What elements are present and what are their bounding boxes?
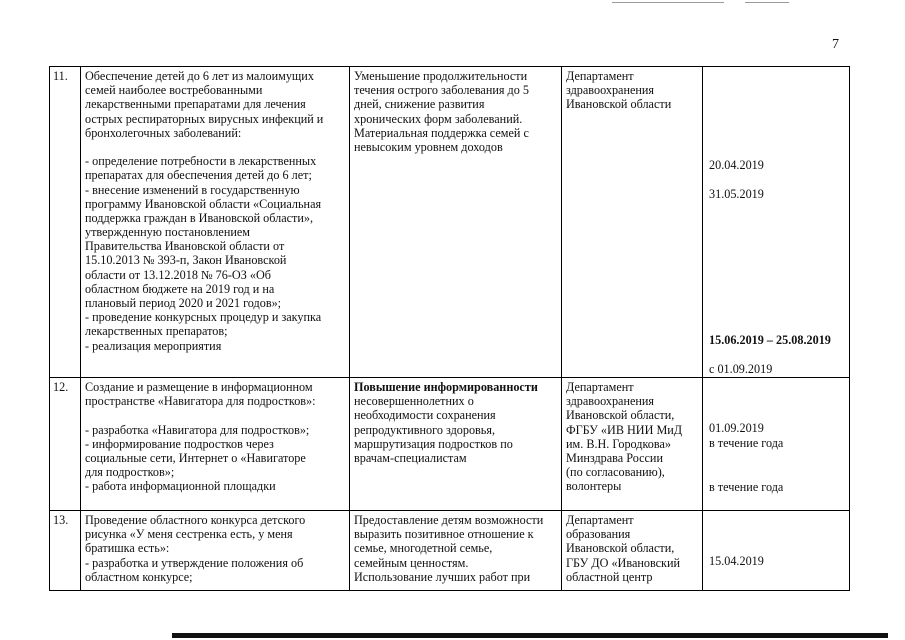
result-line: Материальная поддержка семей с [354, 125, 529, 140]
activity-line: лекарственных препаратов; [85, 324, 228, 339]
result-line: врачам-специалистам [354, 450, 467, 465]
responsible-line: Департамент [566, 380, 634, 394]
dates-cell [703, 67, 850, 378]
activity-line: острых респираторных вирусных инфекций и [85, 111, 324, 126]
activity-line [85, 140, 345, 154]
result-line: семье, многодетной семье, [354, 541, 493, 556]
activity-line: препаратах для обеспечения детей до 6 лет; [85, 168, 312, 183]
result-line: Предоставление детям возможности [354, 513, 544, 527]
date-label: с 01.09.2019 [709, 362, 773, 376]
date-label: в течение года [709, 480, 784, 494]
date-label: в течение года [709, 436, 784, 450]
date-label: 15.04.2019 [709, 554, 764, 568]
responsible-line: Ивановской области, [566, 408, 675, 423]
result-cell [350, 378, 562, 511]
date-label: 15.06.2019 – 25.08.2019 [709, 333, 831, 347]
date-label: 31.05.2019 [709, 187, 764, 201]
dates-cell [703, 511, 850, 591]
activity-line: утвержденную постановлением [85, 225, 251, 240]
responsible-line: областной центр [566, 569, 653, 584]
result-line: дней, снижение развития [354, 97, 485, 112]
result-line: невысоким уровнем доходов [354, 139, 503, 154]
row-number: 11. [50, 67, 81, 378]
activity-line: Обеспечение детей до 6 лет из малоимущих [85, 69, 314, 83]
responsible-line: Ивановской области [566, 97, 672, 112]
activity-line: - реализация мероприятия [85, 338, 222, 353]
activity-line: Правительства Ивановской области от [85, 239, 285, 254]
result-line: несовершеннолетних о [354, 394, 474, 409]
activity-line: 15.10.2013 № 393-п, Закон Ивановской [85, 253, 287, 268]
result-line: выразить позитивное отношение к [354, 527, 534, 542]
responsible-line: волонтеры [566, 479, 622, 494]
result-cell [350, 511, 562, 591]
responsible-line: им. В.Н. Городкова» [566, 436, 671, 451]
activity-line: областном бюджете на 2019 год и на [85, 281, 275, 296]
responsible-line: Департамент [566, 69, 634, 83]
activity-line: областном конкурсе; [85, 569, 193, 584]
activity-line: братишка есть»: [85, 541, 170, 556]
activity-line: семей наиболее востребованными [85, 83, 263, 98]
row-number: 12. [50, 378, 81, 511]
result-line: течения острого заболевания до 5 [354, 83, 529, 98]
responsible-line: здравоохранения [566, 394, 655, 409]
responsible-line: здравоохранения [566, 83, 655, 98]
responsible-line: образования [566, 527, 631, 542]
responsible-cell [562, 67, 703, 378]
responsible-line: Департамент [566, 513, 634, 527]
responsible-cell [562, 378, 703, 511]
result-line: Повышение информированности [354, 380, 538, 394]
scan-mark [612, 2, 724, 3]
responsible-line: ФГБУ «ИВ НИИ МиД [566, 422, 683, 437]
result-line: хронических форм заболеваний. [354, 111, 523, 126]
activity-line: лекарственными препаратами для лечения [85, 97, 306, 112]
date-label: 01.09.2019 [709, 421, 764, 435]
activity-line: - определение потребности в лекарственных [85, 154, 317, 169]
action-plan-table [49, 66, 850, 591]
page-number: 7 [832, 37, 839, 52]
date-label: 20.04.2019 [709, 158, 764, 172]
activity-line: Создание и размещение в информационном [85, 380, 313, 394]
activity-line: - информирование подростков через [85, 436, 274, 451]
result-line: маршрутизация подростков по [354, 436, 513, 451]
activity-line: - работа информационной площадки [85, 479, 276, 494]
activity-line: для подростков»; [85, 465, 175, 480]
responsible-line: Минздрава России [566, 450, 663, 465]
activity-line: рисунка «У меня сестренка есть, у меня [85, 527, 293, 542]
activity-line: - внесение изменений в государственную [85, 182, 300, 197]
responsible-line: (по согласованию), [566, 465, 665, 480]
activity-line: - разработка и утверждение положения об [85, 555, 304, 570]
activity-line: социальные сети, Интернет о «Навигаторе [85, 450, 306, 465]
table-row [50, 378, 850, 511]
table-row [50, 511, 850, 591]
activity-line: пространстве «Навигатора для подростков»: [85, 394, 316, 409]
dates-cell [703, 378, 850, 511]
activity-line: Проведение областного конкурса детского [85, 513, 306, 527]
result-line: репродуктивного здоровья, [354, 422, 496, 437]
activity-line: плановый период 2020 и 2021 годов»; [85, 296, 282, 310]
bottom-scan-bar [172, 633, 888, 638]
activity-line: области от 13.12.2018 № 76-ОЗ «Об [85, 267, 271, 282]
scan-mark [745, 2, 789, 3]
responsible-line: ГБУ ДО «Ивановский [566, 555, 681, 570]
result-line: необходимости сохранения [354, 408, 496, 423]
activity-line: - проведение конкурсных процедур и закупка [85, 310, 322, 325]
responsible-line: Ивановской области, [566, 541, 675, 556]
table-row [50, 67, 850, 378]
result-line: Использование лучших работ при [354, 569, 531, 584]
activity-line: - разработка «Навигатора для подростков»; [85, 422, 310, 437]
activity-cell [81, 67, 350, 378]
activity-cell [81, 511, 350, 591]
activity-line: поддержка граждан в Ивановской области», [85, 210, 314, 225]
responsible-cell [562, 511, 703, 591]
result-line: семейным ценностям. [354, 555, 469, 570]
activity-line: программу Ивановской области «Социальная [85, 196, 322, 211]
activity-cell [81, 378, 350, 511]
activity-line: бронхолегочных заболеваний: [85, 125, 242, 140]
activity-line [85, 408, 345, 422]
row-number: 13. [50, 511, 81, 591]
result-cell [350, 67, 562, 378]
result-line: Уменьшение продолжительности [354, 69, 528, 83]
